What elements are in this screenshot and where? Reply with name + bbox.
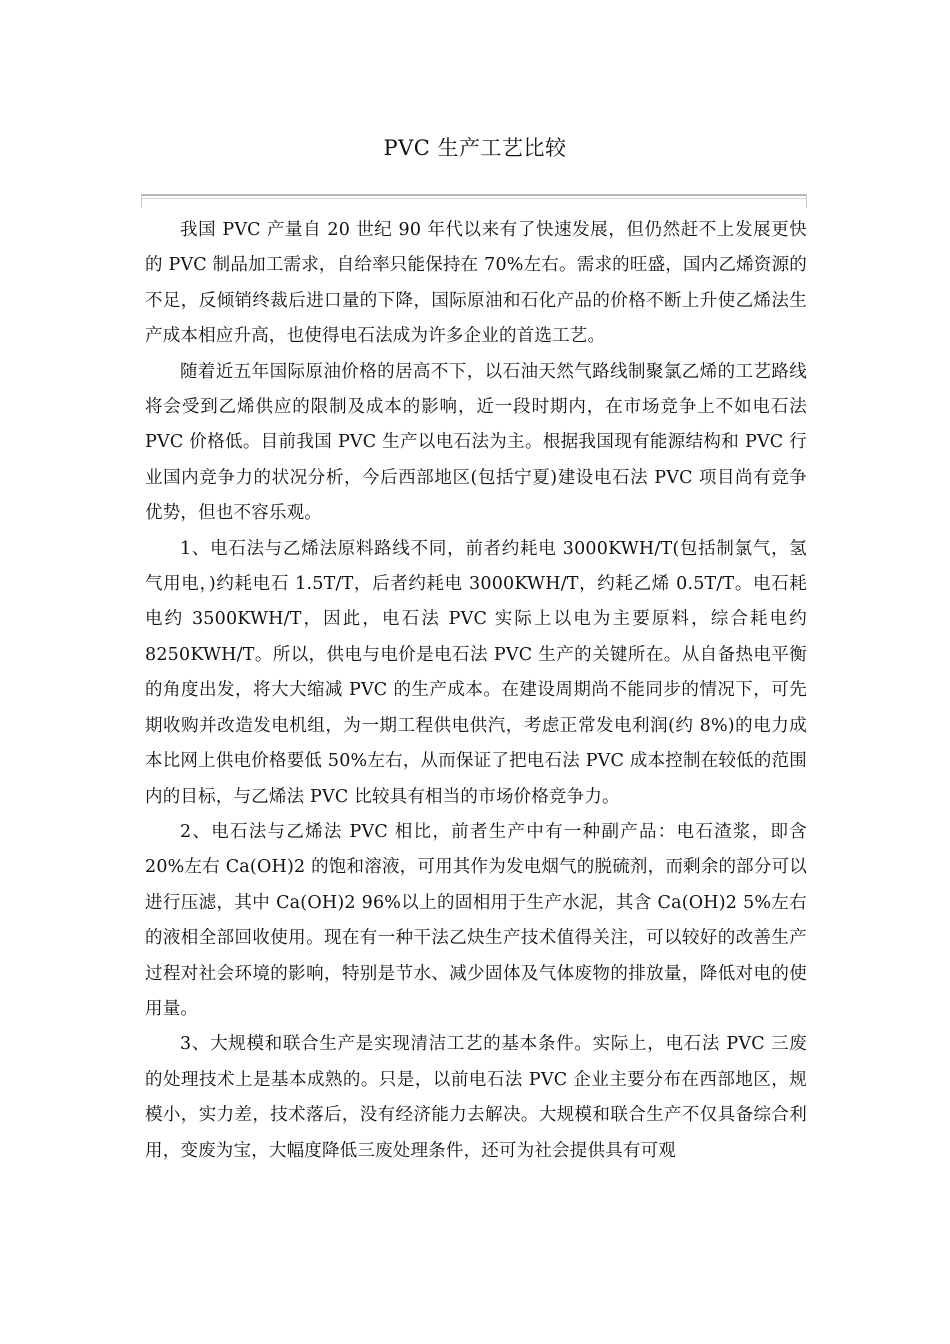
divider-line-top bbox=[141, 194, 807, 196]
divider-tick-right bbox=[806, 194, 807, 208]
paragraph-point-1: 1、电石法与乙烯法原料路线不同，前者约耗电 3000KWH/T(包括制氯气，氢气用电，)约耗电石 1.5T/T，后者约耗电 3000KWH/T，约耗乙烯 0.5T/T。电石耗电约 3500KWH/T，因此，电石法 PVC 实际上以电为主要原料，综合耗电约 8250KWH/T。所以，供电与电价是电石法 PVC 生产的关键所在。从自备热电平衡的角度出发，将大大缩减 PVC 的生产成本。在建设周期尚不能同步的情况下，可先期收购并改造发电机组，为一期工程供电供汽，考虑正常发电利润(约 8%)的电力成本比网上供电价格要低 50%左右，从而保证了把电石法 PVC 成本控制在较低的范围内的目标，与乙烯法 PVC 比较具有相当的市场价格竞争力。 bbox=[145, 538, 807, 807]
document-body bbox=[145, 213, 807, 1169]
divider-tick-left bbox=[141, 194, 142, 208]
document-title: PVC 生产工艺比较 bbox=[383, 136, 567, 160]
paragraph-point-3: 3、大规模和联合生产是实现清洁工艺的基本条件。实际上，电石法 PVC 三废的处理技术上是基本成熟的。只是，以前电石法 PVC 企业主要分布在西部地区，规模小，实力差，技术落后，没有经济能力去解决。大规模和联合生产不仅具备综合利用，变废为宝，大幅度降低三废处理条件，还可为社会提供具有可观 bbox=[145, 1034, 807, 1161]
title-divider bbox=[141, 194, 807, 210]
divider-line-bottom bbox=[141, 198, 807, 199]
paragraph-point-2: 2、电石法与乙烯法 PVC 相比，前者生产中有一种副产品：电石渣浆，即含 20%左右 Ca(OH)2 的饱和溶液，可用其作为发电烟气的脱硫剂，而剩余的部分可以进行压滤，其中 Ca(OH)2 96%以上的固相用于生产水泥，其含 Ca(OH)2 5%左右的液相全部回收使用。现在有一种干法乙炔生产技术值得关注，可以较好的改善生产过程对社会环境的影响，特别是节水、减少固体及气体废物的排放量，降低对电的使用量。 bbox=[145, 821, 807, 1019]
paragraph-oil-price: 随着近五年国际原油价格的居高不下，以石油天然气路线制聚氯乙烯的工艺路线将会受到乙烯供应的限制及成本的影响，近一段时期内，在市场竞争上不如电石法 PVC 价格低。目前我国 PVC 生产以电石法为主。根据我国现有能源结构和 PVC 行业国内竞争力的状况分析，今后西部地区(包括宁夏)建设电石法 PVC 项目尚有竞争优势，但也不容乐观。 bbox=[145, 361, 807, 524]
paragraph-intro: 我国 PVC 产量自 20 世纪 90 年代以来有了快速发展，但仍然赶不上发展更快的 PVC 制品加工需求，自给率只能保持在 70%左右。需求的旺盛，国内乙烯资源的不足，反倾销终裁后进口量的下降，国际原油和石化产品的价格不断上升使乙烯法生产成本相应升高，也使得电石法成为许多企业的首选工艺。 bbox=[145, 220, 807, 347]
